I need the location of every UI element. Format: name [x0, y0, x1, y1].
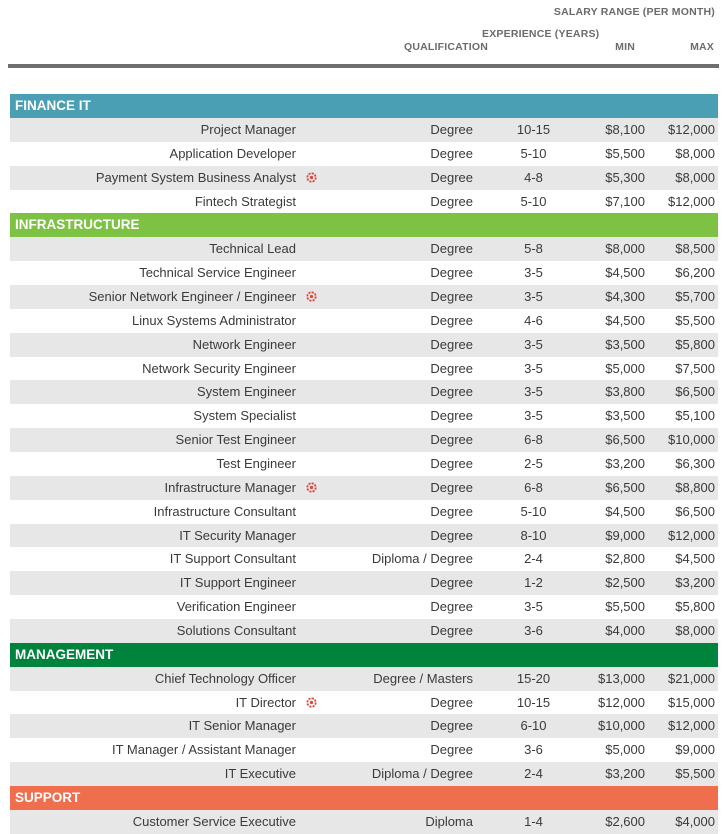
table-row — [10, 428, 718, 452]
salary-min-cell: $5,500 — [605, 145, 645, 161]
salary-max-cell: $12,000 — [668, 122, 715, 137]
table-row — [10, 237, 718, 261]
table-row — [10, 166, 718, 190]
job-title: IT Support Consultant — [169, 551, 296, 567]
table-row — [10, 714, 718, 738]
salary-min-cell: $7,100 — [605, 193, 645, 209]
experience-cell: 3-5 — [524, 289, 543, 305]
salary-min-cell: $8,100 — [605, 122, 645, 137]
salary-min-cell: $6,500 — [605, 479, 645, 495]
salary-max-cell: $5,500 — [675, 312, 715, 328]
qualification-header: QUALIFICATION — [404, 41, 489, 53]
experience-cell: 8-10 — [520, 527, 547, 543]
experience-cell: 2-4 — [524, 551, 543, 567]
qualification-cell: Degree — [430, 575, 473, 591]
qualification-cell: Degree — [430, 384, 473, 400]
qualification-cell: Diploma / Degree — [371, 766, 473, 782]
salary-min-cell: $3,500 — [605, 408, 645, 424]
section-header: INFRASTRUCTURE — [10, 213, 718, 237]
experience-header: EXPERIENCE (YEARS) — [482, 28, 600, 40]
table-row — [10, 476, 718, 500]
salary-max-cell: $8,800 — [675, 479, 715, 495]
job-title: IT Senior Manager — [188, 718, 296, 734]
experience-cell: 3-6 — [524, 742, 543, 758]
salary-min-cell: $3,800 — [605, 384, 645, 400]
table-row — [10, 404, 718, 428]
experience-cell: 6-8 — [524, 479, 543, 495]
experience-cell: 1-4 — [524, 813, 543, 829]
salary-min-cell: $12,000 — [598, 694, 645, 710]
job-title: IT Security Manager — [179, 527, 296, 543]
salary-max-cell: $9,000 — [675, 742, 715, 758]
job-title: Senior Test Engineer — [175, 432, 296, 448]
salary-min-cell: $5,300 — [605, 169, 645, 185]
min-header: MIN — [615, 41, 635, 53]
experience-cell: 4-8 — [524, 169, 543, 185]
salary-max-cell: $12,000 — [668, 527, 715, 543]
job-title: Senior Network Engineer / Engineer — [88, 289, 296, 305]
table-row — [10, 285, 718, 309]
job-title: System Engineer — [197, 384, 296, 400]
qualification-cell: Degree — [430, 241, 473, 257]
salary-min-cell: $2,600 — [605, 813, 645, 829]
experience-cell: 2-5 — [524, 455, 543, 471]
salary-min-cell: $2,800 — [605, 551, 645, 567]
qualification-cell: Degree — [430, 622, 473, 638]
qualification-cell: Degree — [430, 169, 473, 185]
qualification-cell: Degree — [430, 742, 473, 758]
qualification-cell: Degree / Masters — [373, 670, 473, 686]
table-row — [10, 309, 718, 333]
salary-max-cell: $3,200 — [675, 575, 715, 591]
qualification-cell: Degree — [430, 122, 473, 137]
job-title: IT Director — [235, 694, 296, 710]
qualification-cell: Diploma — [425, 813, 473, 829]
salary-min-cell: $4,000 — [605, 622, 645, 638]
salary-max-cell: $5,100 — [675, 408, 715, 424]
qualification-cell: Degree — [430, 432, 473, 448]
job-title: Linux Systems Administrator — [131, 312, 296, 328]
salary-min-cell: $4,500 — [605, 312, 645, 328]
gear-marker-icon — [306, 482, 317, 493]
salary-min-cell: $3,500 — [605, 336, 645, 352]
table-row — [10, 524, 718, 548]
experience-cell: 5-8 — [524, 241, 543, 257]
experience-cell: 3-5 — [524, 360, 543, 376]
salary-max-cell: $5,500 — [675, 766, 715, 782]
table-row — [10, 571, 718, 595]
section-header: MANAGEMENT — [10, 643, 718, 667]
qualification-cell: Degree — [430, 145, 473, 161]
salary-max-cell: $6,500 — [675, 503, 715, 519]
qualification-cell: Degree — [430, 312, 473, 328]
salary-min-cell: $4,300 — [605, 289, 645, 305]
experience-cell: 1-2 — [524, 575, 543, 591]
qualification-cell: Degree — [430, 289, 473, 305]
qualification-cell: Degree — [430, 265, 473, 281]
salary-min-cell: $2,500 — [605, 575, 645, 591]
salary-max-cell: $8,000 — [675, 622, 715, 638]
job-title: Network Security Engineer — [142, 360, 296, 376]
qualification-cell: Diploma / Degree — [371, 551, 473, 567]
experience-cell: 3-6 — [524, 622, 543, 638]
table-row — [10, 190, 718, 214]
job-title: Infrastructure Consultant — [153, 503, 296, 519]
job-title: Network Engineer — [192, 336, 296, 352]
table-row — [10, 762, 718, 786]
table-row — [10, 619, 718, 643]
experience-cell: 3-5 — [524, 408, 543, 424]
salary-max-cell: $6,200 — [675, 265, 715, 281]
table-row — [10, 452, 718, 476]
experience-cell: 10-15 — [516, 694, 551, 710]
job-title: Technical Lead — [209, 241, 296, 257]
salary-min-cell: $9,000 — [605, 527, 645, 543]
table-row — [10, 357, 718, 381]
salary-max-cell: $7,500 — [675, 360, 715, 376]
experience-cell: 4-6 — [524, 312, 543, 328]
job-title: System Specialist — [193, 408, 296, 424]
max-header: MAX — [690, 41, 714, 53]
table-row — [10, 380, 718, 404]
table-row — [10, 500, 718, 524]
qualification-cell: Degree — [430, 193, 473, 209]
table-row — [10, 667, 718, 691]
salary-max-cell: $5,800 — [675, 336, 715, 352]
qualification-cell: Degree — [430, 718, 473, 734]
salary-max-cell: $4,500 — [675, 551, 715, 567]
salary-max-cell: $12,000 — [668, 718, 715, 734]
job-title: Chief Technology Officer — [154, 670, 296, 686]
table-row — [10, 691, 718, 715]
header-rule — [8, 64, 719, 68]
experience-cell: 10-15 — [516, 122, 551, 137]
experience-cell: 3-5 — [524, 599, 543, 615]
qualification-cell: Degree — [430, 503, 473, 519]
table-row — [10, 738, 718, 762]
qualification-cell: Degree — [430, 527, 473, 543]
experience-cell: 5-10 — [520, 193, 547, 209]
qualification-cell: Degree — [430, 599, 473, 615]
salary-min-cell: $8,000 — [605, 241, 645, 257]
job-title: Verification Engineer — [176, 599, 296, 615]
salary-max-cell: $4,000 — [675, 813, 715, 829]
qualification-cell: Degree — [430, 694, 473, 710]
table-row — [10, 595, 718, 619]
job-title: Infrastructure Manager — [164, 479, 296, 495]
experience-cell: 5-10 — [520, 145, 547, 161]
salary-min-cell: $10,000 — [598, 718, 645, 734]
salary-min-cell: $4,500 — [605, 503, 645, 519]
salary-max-cell: $10,000 — [668, 432, 715, 448]
table-row — [10, 810, 718, 834]
table-row — [10, 547, 718, 571]
salary-max-cell: $21,000 — [668, 670, 715, 686]
experience-cell: 6-8 — [524, 432, 543, 448]
experience-cell: 3-5 — [524, 384, 543, 400]
job-title: Application Developer — [169, 145, 296, 161]
experience-cell: 15-20 — [516, 670, 551, 686]
salary-max-cell: $8,000 — [675, 145, 715, 161]
gear-marker-icon — [306, 291, 317, 302]
experience-cell: 5-10 — [520, 503, 547, 519]
salary-max-cell: $15,000 — [668, 694, 715, 710]
table-row — [10, 261, 718, 285]
qualification-cell: Degree — [430, 408, 473, 424]
qualification-cell: Degree — [430, 479, 473, 495]
salary-min-cell: $5,500 — [605, 599, 645, 615]
salary-range-header: SALARY RANGE (PER MONTH) — [553, 6, 715, 18]
experience-cell: 3-5 — [524, 265, 543, 281]
salary-max-cell: $5,800 — [675, 599, 715, 615]
gear-marker-icon — [306, 172, 317, 183]
table-row — [10, 333, 718, 357]
experience-cell: 2-4 — [524, 766, 543, 782]
table-row — [10, 142, 718, 166]
salary-max-cell: $8,500 — [675, 241, 715, 257]
gear-marker-icon — [306, 697, 317, 708]
section-header: SUPPORT — [10, 786, 718, 810]
salary-min-cell: $13,000 — [598, 670, 645, 686]
salary-min-cell: $3,200 — [605, 766, 645, 782]
salary-table — [10, 94, 718, 834]
salary-max-cell: $8,000 — [675, 169, 715, 185]
job-title: IT Executive — [224, 766, 296, 782]
salary-max-cell: $12,000 — [668, 193, 715, 209]
salary-min-cell: $5,000 — [605, 742, 645, 758]
experience-cell: 6-10 — [520, 718, 547, 734]
salary-max-cell: $5,700 — [675, 289, 715, 305]
salary-min-cell: $6,500 — [605, 432, 645, 448]
salary-max-cell: $6,500 — [675, 384, 715, 400]
job-title: Payment System Business Analyst — [95, 169, 296, 185]
salary-min-cell: $5,000 — [605, 360, 645, 376]
job-title: Customer Service Executive — [132, 813, 296, 829]
job-title: Project Manager — [200, 122, 296, 137]
salary-min-cell: $4,500 — [605, 265, 645, 281]
qualification-cell: Degree — [430, 455, 473, 471]
salary-min-cell: $3,200 — [605, 455, 645, 471]
section-header: FINANCE IT — [10, 94, 718, 118]
job-title: Technical Service Engineer — [139, 265, 296, 281]
job-title: IT Support Engineer — [179, 575, 296, 591]
qualification-cell: Degree — [430, 336, 473, 352]
table-row — [10, 118, 718, 142]
job-title: Test Engineer — [216, 455, 296, 471]
job-title: IT Manager / Assistant Manager — [111, 742, 296, 758]
salary-max-cell: $6,300 — [675, 455, 715, 471]
experience-cell: 3-5 — [524, 336, 543, 352]
qualification-cell: Degree — [430, 360, 473, 376]
job-title: Fintech Strategist — [194, 193, 296, 209]
job-title: Solutions Consultant — [176, 622, 296, 638]
